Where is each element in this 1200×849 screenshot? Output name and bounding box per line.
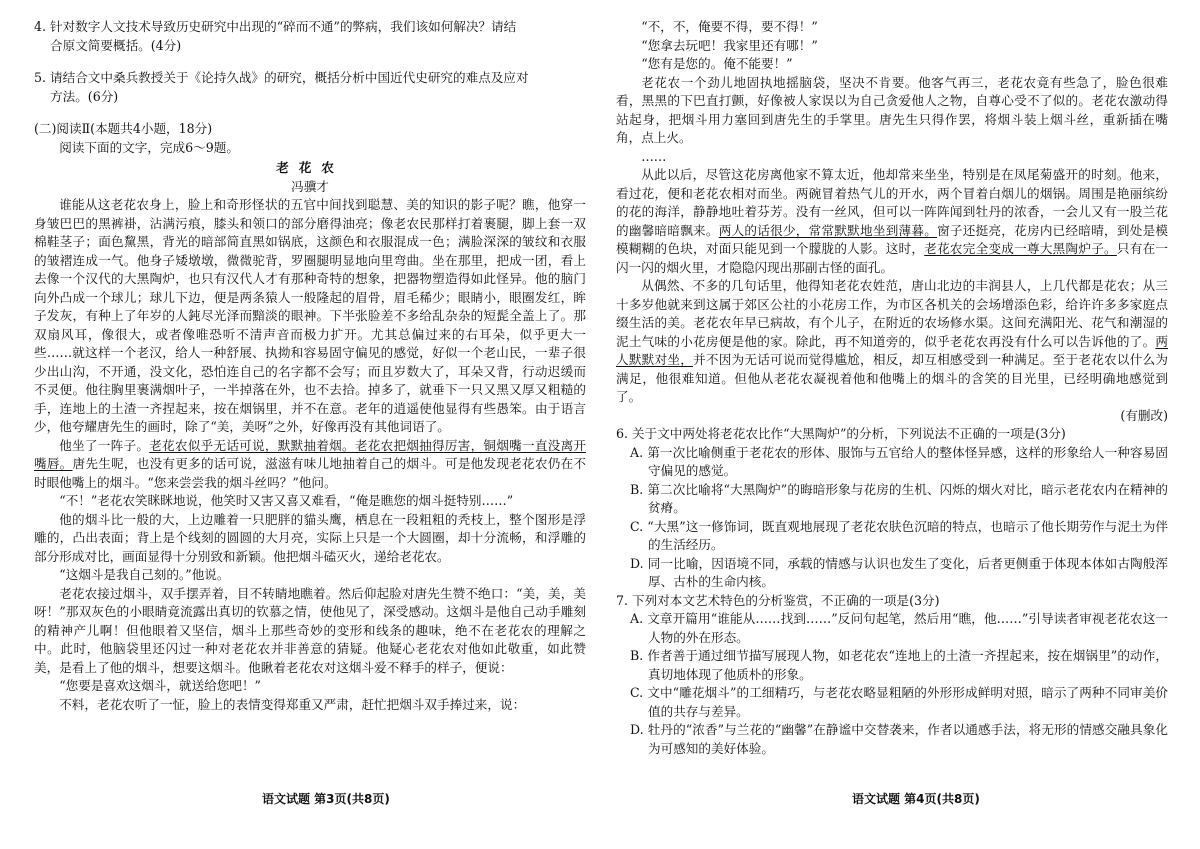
story-paragraph-8: 不料，老花农听了一怔，脸上的表情变得郑重又严肃，赶忙把烟斗双手捧过来，说： bbox=[59, 696, 526, 712]
dialog-line-2: “您拿去玩吧！我家里还有哪！” bbox=[641, 37, 818, 53]
underlined-sentence-3: 老花农完全变成一尊大黑陶炉子。 bbox=[924, 241, 1117, 256]
story-paragraph-3: “不！”老花农笑眯眯地说，他笑时又害又喜又难看，“俺是瞧您的烟斗挺特别……” bbox=[59, 493, 514, 508]
story-title: 老花农 bbox=[276, 160, 344, 175]
page-4-footer: 语文试题 第4页(共8页) bbox=[852, 792, 980, 806]
source-note: (有删改) bbox=[1120, 407, 1168, 423]
story-paragraph-9: 老花农一个劲儿地固执地摇脑袋，坚决不肯要。他客气再三，老花农竟有些急了，脸色很难看，黑黑的下巴直打颤，好像被人家误以为自己贪爱他人之物，自尊心受不了似的。老花农激动得站起身，把烟斗用力塞回到唐先生的手掌里。唐先生只得作罢，将烟斗装上烟斗丝，重新插在嘴角，点上火。 bbox=[616, 74, 1168, 145]
paragraph-2-lead: 他坐了一阵子。 bbox=[59, 437, 150, 453]
question-6-option-a: A. 第一次比喻侧重于老花农的形体、服饰与五官给人的整体怪异感，这样的形象给人一种容易固守偏见的感觉。 bbox=[630, 444, 1168, 478]
question-6-option-b: B. 第二次比喻将“大黑陶炉”的晦暗形象与花房的生机、闪烁的烟火对比，暗示老花农内在精神的贫瘠。 bbox=[630, 481, 1168, 515]
dialog-line-1: “不，不，俺要不得，要不得！” bbox=[641, 19, 818, 34]
ellipsis-line: …… bbox=[641, 148, 667, 164]
question-7-stem: 7. 下列对本文艺术特色的分析鉴赏，不正确的一项是(3分) bbox=[616, 592, 940, 608]
paragraph-10-part-b: 窗子还挺亮，花房内已经暗晴，到处是模模糊糊的色块，对面只能见到一个朦胧的人影。这时， bbox=[616, 222, 1168, 256]
story-paragraph-2 bbox=[34, 437, 586, 493]
story-paragraph-11 bbox=[616, 277, 1168, 407]
question-7-option-b: B. 作者善于通过细节描写展现人物，如老花农“连地上的土渣一齐捏起来，按在烟锅里”的动作，真切地体现了他质朴的形象。 bbox=[630, 648, 1168, 682]
page-3-footer: 语文试题 第3页(共8页) bbox=[262, 792, 390, 806]
story-paragraph-1: 谁能从这老花农身上，脸上和奇形怪状的五官中间找到聪慧、美的知识的影子呢？瞧，他穿一身皱巴巴的黑裤褂，沾满污痕，膝头和领口的部分磨得油亮；像老农民那样打着裹腿，脚上套一双棉鞋茎子；面色黧黑，背光的暗部简直黑如锅底，这颜色和衣服混成一色；满脸深深的皱纹和衣服的皱褶连成一气。他身子矮墩墩，微微驼背，罗圈腿明显地向里弯曲。坐在那里，把成一团，看上去像一个汉代的大黑陶炉，也只有汉代人才有那种奇特的想象，把器物塑造得如此怪异。他的脑门向外凸成一个球儿；球儿下边，便是两条猿人一般隆起的眉骨，眉毛稀少；眼睛小，眼圈发红，眸子发灰，有种上了年岁的人鈍尽光泽而黯淡的眼神。下半张脸差不多给乱杂杂的短髭全盖上了。那双扇风耳，像很大，或者像唯恐听不清声音而极力扩开。尤其总偏过来的右耳朵，似乎更大一些……就这样一个老汉，给人一种舒展、执拗和容易固守偏见的感觉，好似一个老山民，一辈子很少出山沟，不开通，没文化，恐怕连自己的名字都不会写；而且岁数大了，耳朵又背，行动迟缓而不灵便。他往胸里裹满烟叶子，一半掉落在外，也不去拾。掉多了，就垂下一只又黑又厚又粗糙的手，连地上的土渣一齐捏起来，按在烟锅里，并不在意。老年的逍遥使他显得有些愚笨。由于语言少，他夸耀唐先生的画时，除了“美，美呀”之外，好像再没有其他词语了。 bbox=[34, 197, 586, 434]
story-paragraph-6: 老花农接过烟斗，双手摆弄着，目不转睛地瞧着。然后仰起脸对唐先生赞不绝口：“美，美，美呀！”那双灰色的小眼睛竟流露出真切的钦慕之情，使他见了，深受感动。这烟斗是他自己动手雕刻的精神产儿啊！但他眼着又坚信，烟斗上那些奇妙的变形和线条的趣味，绝不在老花农的理解之中。此时，他脑袋里还闪过一种对老花农并非善意的猜疑。他疑心老花农对他如此敬重，如此赞美，是看上了他的烟斗，想要这烟斗。他瞅着老花农对这烟斗爱不释手的样子，便说： bbox=[34, 585, 586, 675]
paragraph-11-part-a: 从偶然、不多的几句话里，他得知老花农姓范，唐山北边的丰润县人，上几代都是花农；从三十多岁他就来到这属于郊区公社的小花房工作，为市区各机关的会场增添色彩，给许许多多家庭点缀生活的美。老花农年早已病故，有个儿子，在附近的农场修水渠。这间充满阳光、花气和潮湿的泥土气味的小花房便是他的家。除此，再不知道旁的，似乎老花农再没有什么可以告诉他的了。 bbox=[616, 278, 1168, 349]
question-5-line-1: 5. 请结合文中桑兵教授关于《论持久战》的研究，概括分析中国近代史研究的难点及应对 bbox=[34, 70, 529, 85]
paragraph-2-tail: 唐先生呢，也没有更多的话可说，滋滋有味儿地抽着自己的烟斗。可是他发现老花农仍在不时眼他嘴上的烟斗。“您来尝尝我的烟斗丝吗？”他问。 bbox=[34, 456, 586, 490]
underlined-sentence-1: 老花农似乎无话可说，默默抽着烟。老花农把烟抽得厉害，铜烟嘴一直没离开嘴唇。 bbox=[34, 437, 586, 471]
question-6-option-d: D. 同一比喻，因语境不同，承载的情感与认识也发生了变化，后者更侧重于体现本体如古陶般浑厚、古朴的生命内核。 bbox=[630, 555, 1168, 589]
story-paragraph-7: “您要是喜欢这烟斗，就送给您吧！” bbox=[59, 678, 261, 693]
story-paragraph-10 bbox=[616, 166, 1168, 277]
question-7-option-a: A. 文章开篇用“谁能从……找到……”反问句起笔，然后用“瞧，他……”引导读者审视老花农这一人物的外在形态。 bbox=[630, 611, 1168, 645]
question-4-line-2: 合原文简要概括。(4分) bbox=[50, 37, 182, 53]
question-4-line-1: 4. 针对数字人文技术导致历史研究中出现的“碎而不通”的弊病，我们该如何解决？请结 bbox=[34, 19, 517, 34]
story-paragraph-5: “这烟斗是我自己刻的。”他说。 bbox=[59, 567, 230, 582]
question-7-option-d: D. 牡丹的“浓香”与兰花的“幽馨”在静谧中交替袭来，作者以通感手法，将无形的情感交融具象化为可感知的美好体验。 bbox=[630, 722, 1168, 756]
section-heading: (二)阅读Ⅱ(本题共4小题，18分) bbox=[34, 121, 213, 136]
story-paragraph-4: 他的烟斗比一般的大，上边雕着一只肥胖的貓头鹰，栖息在一段粗粗的秃枝上，整个图形是浮雕的，凸出表面；背上是个线刻的圆圆的大月亮，实际上只是一个大圆圈，却十分流畅，和浮雕的部分形成对比，画面显得十分别致和新颖。他把烟斗磕灭火，递给老花农。 bbox=[34, 511, 586, 564]
question-6-stem: 6. 关于文中两处将老花农比作“大黑陶炉”的分析，下列说法不正确的一项是(3分) bbox=[616, 426, 1066, 441]
paragraph-11-part-b: 并不因为无话可说而觉得尴尬，相反，却互相感受到一种满足。至于老花农以什么为满足，他很难知道。但他从老花农凝视着他和他嘴上的烟斗的含笑的目光里，已经明确地感觉到了。 bbox=[616, 352, 1168, 404]
question-7-option-c: C. 文中“雕花烟斗”的工细精巧，与老花农略显粗陋的外形形成鲜明对照，暗示了两种不同审美价值的共存与差异。 bbox=[630, 685, 1168, 719]
page-4-column bbox=[616, 18, 1168, 778]
story-author: 冯骥才 bbox=[291, 178, 329, 194]
underlined-sentence-2: 两人的话很少，常常默默地坐到薄暮。 bbox=[718, 222, 938, 238]
question-6-option-c: C. “大黑”这一修饰词，既直观地展现了老花农肤色沉暗的特点，也暗示了他长期劳作与泥土为伴的生活经历。 bbox=[630, 518, 1168, 552]
paragraph-10-part-a: 从此以后，尽管这花房离他家不算太近，他却常来坐坐，特别是在凤尾菊盛开的时刻。他来，看过花，便和老花农相对而坐。两碗冒着热气儿的开水，两个冒着白烟儿的烟锅。周围是艳丽缤纷的花的海洋，静静地吐着芬芳。没有一丝风，但可以一阵阵闻到牡丹的浓香，一会儿又有一股兰花的幽馨暗暗飘来。 bbox=[616, 167, 1168, 238]
paragraph-10-part-c: 只有在一闪一闪的烟火里，才隐隐闪现出那副古怪的面孔。 bbox=[616, 241, 1168, 275]
page-3-column bbox=[34, 18, 586, 778]
dialog-line-3: “您有是您的。俺不能要！” bbox=[641, 56, 793, 71]
underlined-sentence-4: 两人默默对坐， bbox=[616, 333, 1168, 367]
question-5-line-2: 方法。(6分) bbox=[50, 88, 119, 104]
section-instruction: 阅读下面的文字，完成6～9题。 bbox=[59, 139, 239, 155]
